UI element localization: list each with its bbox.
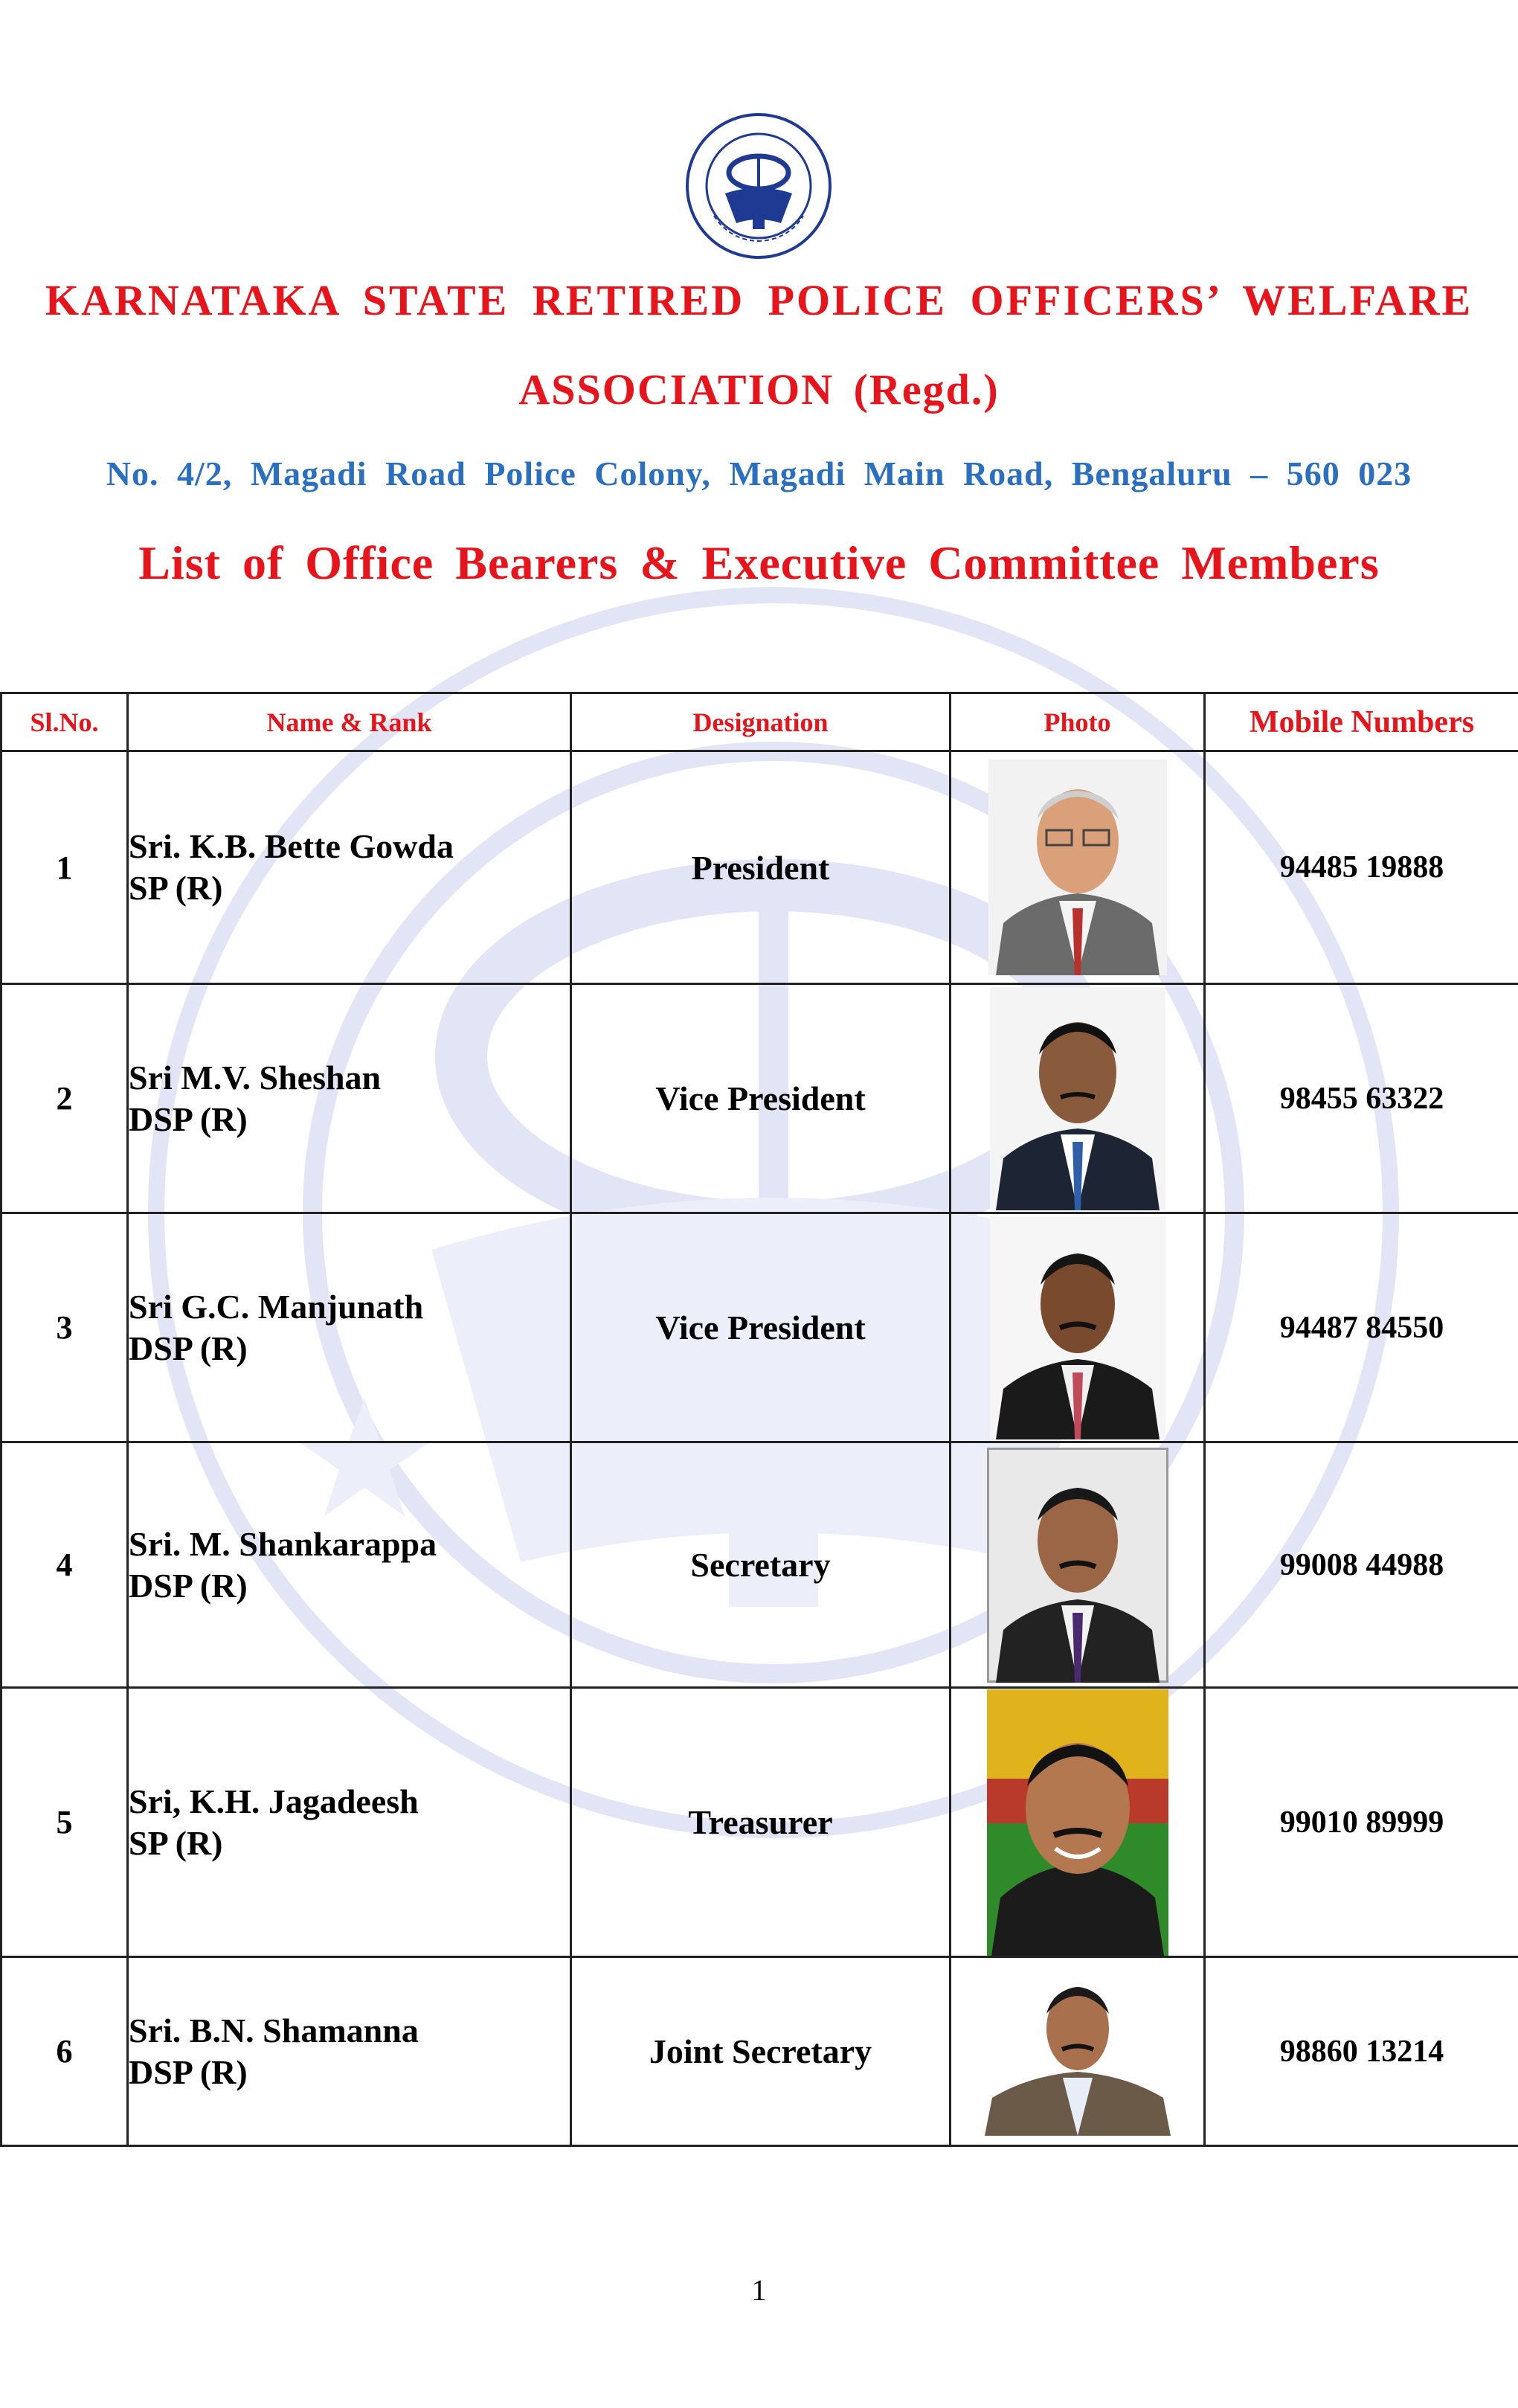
header-designation: Designation [571, 693, 951, 751]
photo-cell [951, 1442, 1205, 1688]
member-rank: DSP (R) [129, 1566, 248, 1605]
list-heading: List of Office Bearers & Executive Committee Members [138, 536, 1380, 589]
table-row [1, 1442, 1518, 1688]
member-photo [987, 1448, 1168, 1683]
table-row [1, 1213, 1518, 1442]
member-photo [985, 1968, 1171, 2136]
member-rank: SP (R) [129, 869, 223, 907]
serial-number: 2 [1, 984, 128, 1213]
photo-cell [951, 1688, 1205, 1957]
photo-cell [951, 1213, 1205, 1442]
designation: Vice President [571, 1213, 951, 1442]
address: No. 4/2, Magadi Road Police Colony, Magadi Main Road, Bengaluru – 560 023 [106, 455, 1412, 492]
member-name: Sri M.V. Sheshan [129, 1058, 382, 1097]
table-row [1, 751, 1518, 984]
mobile-number: 98455 63322 [1205, 984, 1518, 1213]
association-title-line1: KARNATAKA STATE RETIRED POLICE OFFICERS’ WELFARE [45, 276, 1473, 324]
header-photo: Photo [951, 693, 1205, 751]
mobile-number: 99010 89999 [1205, 1688, 1518, 1957]
association-title-line2: ASSOCIATION (Regd.) [518, 365, 1000, 414]
member-name: Sri, K.H. Jagadeesh [129, 1782, 419, 1820]
members-table [0, 692, 1518, 2147]
serial-number: 4 [1, 1442, 128, 1688]
member-rank: DSP (R) [129, 2052, 248, 2091]
member-rank: DSP (R) [129, 1329, 248, 1367]
page-number: 1 [751, 2273, 767, 2307]
mobile-number: 94487 84550 [1205, 1213, 1518, 1442]
mobile-number: 94485 19888 [1205, 751, 1518, 984]
member-name: Sri. K.B. Bette Gowda [129, 827, 454, 865]
header-name-rank: Name & Rank [128, 693, 571, 751]
name-rank-cell [128, 1688, 571, 1957]
mobile-number: 98860 13214 [1205, 1957, 1518, 2146]
table-header-row [1, 693, 1518, 751]
photo-cell [951, 984, 1205, 1213]
member-name: Sri. M. Shankarappa [129, 1524, 437, 1563]
designation: Joint Secretary [571, 1957, 951, 2146]
serial-number: 3 [1, 1213, 128, 1442]
designation: Vice President [571, 984, 951, 1213]
designation: Secretary [571, 1442, 951, 1688]
photo-cell [951, 751, 1205, 984]
member-photo [990, 987, 1165, 1210]
name-rank-cell [128, 1213, 571, 1442]
name-rank-cell [128, 1957, 571, 2146]
mobile-number: 99008 44988 [1205, 1442, 1518, 1688]
member-photo [990, 1216, 1165, 1439]
header-mobile: Mobile Numbers [1205, 693, 1518, 751]
header-slno: Sl.No. [1, 693, 128, 751]
photo-cell [951, 1957, 1205, 2146]
serial-number: 5 [1, 1688, 128, 1957]
member-photo [988, 760, 1167, 975]
table-row [1, 1957, 1518, 2146]
member-name: Sri. B.N. Shamanna [129, 2011, 419, 2049]
member-name: Sri G.C. Manjunath [129, 1287, 424, 1326]
serial-number: 6 [1, 1957, 128, 2146]
designation: President [571, 751, 951, 984]
name-rank-cell [128, 751, 571, 984]
name-rank-cell [128, 1442, 571, 1688]
member-rank: SP (R) [129, 1823, 223, 1862]
member-rank: DSP (R) [129, 1099, 248, 1138]
table-row [1, 1688, 1518, 1957]
name-rank-cell [128, 984, 571, 1213]
member-photo [987, 1689, 1168, 1956]
association-logo [684, 112, 833, 260]
designation: Treasurer [571, 1688, 951, 1957]
table-row [1, 984, 1518, 1213]
serial-number: 1 [1, 751, 128, 984]
